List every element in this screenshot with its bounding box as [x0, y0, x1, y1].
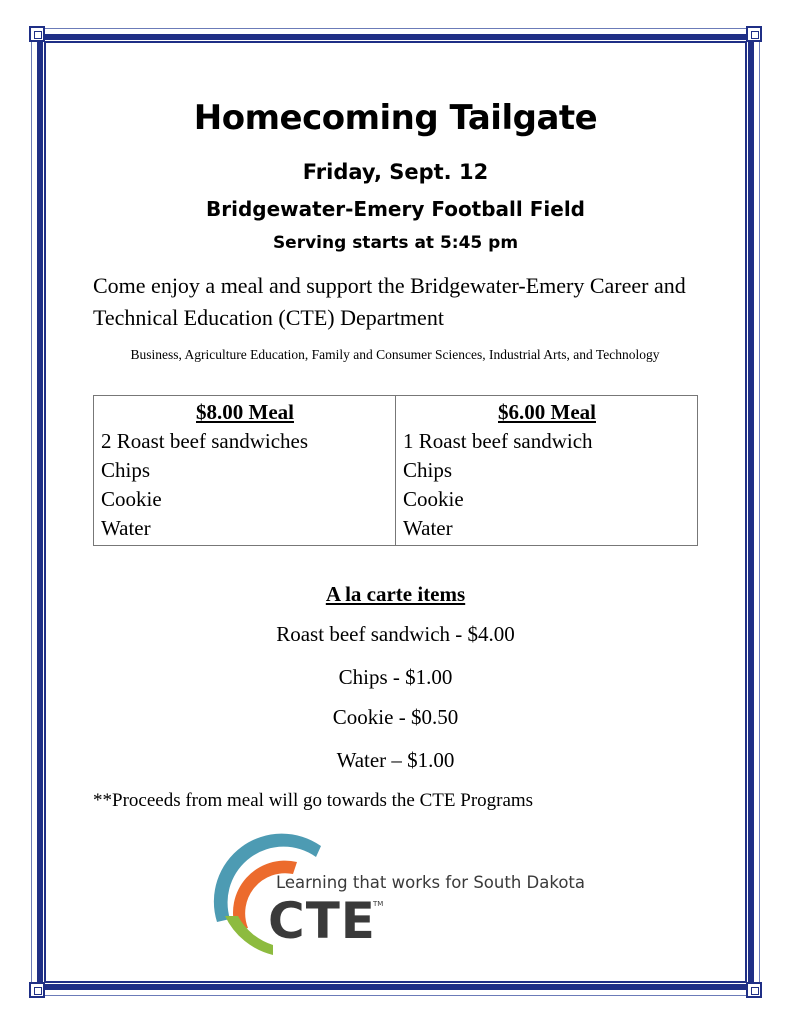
event-date: Friday, Sept. 12: [302, 160, 489, 184]
meal-item: Cookie: [101, 487, 162, 511]
event-venue: Bridgewater-Emery Football Field: [206, 197, 585, 221]
meal-item: Chips: [101, 458, 151, 482]
alacarte-item: Water – $1.00: [336, 748, 455, 772]
departments-list: Business, Agriculture Education, Family and Consumer Sciences, Industrial Arts, and Technology: [130, 347, 660, 362]
proceeds-note: **Proceeds from meal will go towards the CTE Programs: [93, 790, 534, 811]
intro-text: Come enjoy a meal and support the Bridgewater-Emery Career and Technical Education (CTE) Department: [93, 273, 686, 330]
border-corner-bottom-left: [29, 982, 45, 998]
meal-heading: $8.00 Meal: [196, 400, 294, 424]
alacarte-heading: A la carte items: [325, 582, 466, 606]
meal-item: Water: [101, 516, 151, 540]
border-corner-top-left: [29, 26, 45, 42]
alacarte-item: Cookie - $0.50: [332, 705, 459, 729]
flyer-title: Homecoming Tailgate: [193, 98, 598, 138]
alacarte-item: Roast beef sandwich - $4.00: [276, 622, 515, 646]
meal-table-row: [94, 396, 698, 546]
meal-item: Water: [403, 516, 453, 540]
meal-item: Cookie: [403, 487, 464, 511]
trademark-mark: TM: [373, 900, 384, 908]
border-corner-bottom-right: [746, 982, 762, 998]
border-corner-top-right: [746, 26, 762, 42]
logo-wordmark: CTE: [268, 892, 376, 950]
meal-option-8: [94, 396, 396, 546]
meal-option-6: [396, 396, 698, 546]
logo-tagline: Learning that works for South Dakota: [276, 873, 585, 892]
cte-logo-arcs: [203, 830, 603, 960]
meal-table: [93, 395, 698, 546]
logo-green-arc: [225, 916, 273, 955]
serving-time: Serving starts at 5:45 pm: [272, 233, 519, 253]
meal-item: 2 Roast beef sandwiches: [101, 429, 309, 453]
meal-item: Chips: [403, 458, 453, 482]
meal-heading: $6.00 Meal: [498, 400, 596, 424]
alacarte-item: Chips - $1.00: [338, 665, 453, 689]
meal-item: 1 Roast beef sandwich: [403, 429, 593, 453]
